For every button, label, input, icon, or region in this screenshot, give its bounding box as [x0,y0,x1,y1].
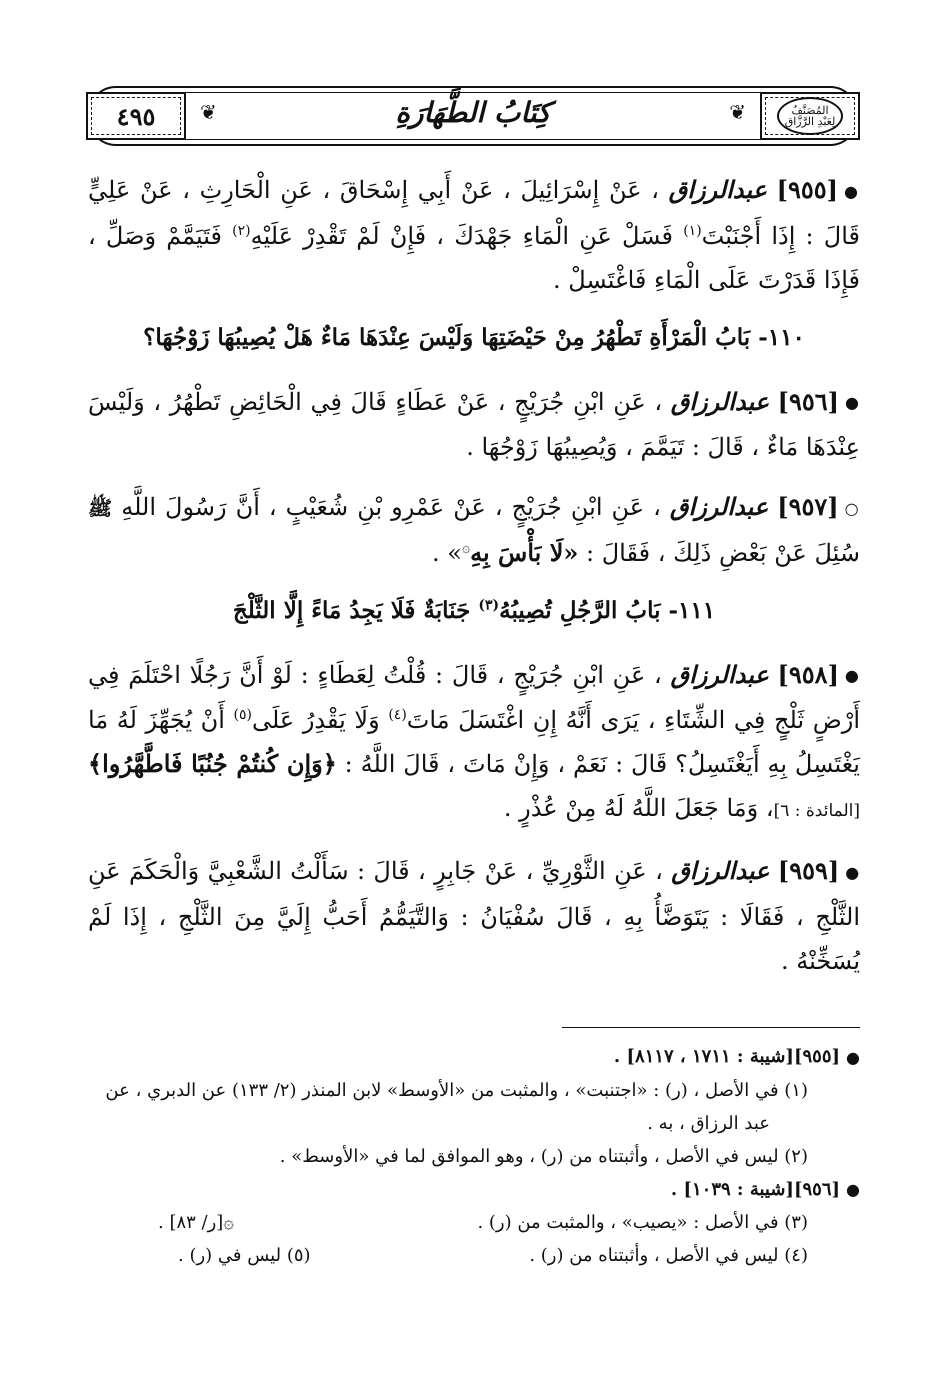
footnote-marker: (٥) [233,707,252,723]
footnote-marker: (٤) [388,707,407,723]
footnote-marker: (٣) [478,596,500,613]
hadith-text: ، عَنِ ابْنِ جُرَيْجٍ ، عَنْ عَمْرِو بْنِ شُعَيْبٍ ، أَنَّ رَسُولَ اللَّهِ [121,493,661,521]
bullet-icon: ● [846,1047,860,1067]
footnote-4: (٤) ليس في الأصل ، وأثبتناه من (ر) . [529,1245,808,1266]
ornament-icon: ❦ [729,100,746,124]
bullet-icon: ● [845,393,860,412]
hadith-text: » . [431,538,462,567]
page-header [88,86,858,146]
hadith-text: فَتَيَمَّمْ وَصَلِّ ، فَإِذَا قَدَرْتَ عَلَى الْمَاءِ فَاغْتَسِلْ . [88,221,860,294]
hadith-955 [88,168,860,302]
footnote-2: (٢) ليس في الأصل ، وأثبتناه من (ر) ، وهو الموافق لما في «الأوسط» . [279,1145,808,1167]
source-text: [شيبة : ١٧١١ ، ٨١١٧] . [613,1046,794,1067]
narrator-name: عبدالرزاق [669,492,769,521]
hadith-number: [٩٥٥] [776,175,838,204]
hadith-text: أَنْ يُجَهِّزَ لَهُ مَا يَغْتَسِلُ بِهِ أَيَغْتَسِلُ؟ قَالَ : نَعَمْ ، وَإِنْ مَاتَ ، قَالَ اللَّهُ : [88,706,860,778]
hadith-958 [88,653,860,834]
chapter-text: ١١١- بَابُ الرَّجُلِ تُصِيبُهُ [499,596,716,624]
source-text: [شيبة : ١٠٣٩] . [670,1178,794,1200]
seal-line-1: المُصَنَّفُ [791,104,829,117]
footnote-1: (١) في الأصل ، (ر) : «اجتنبت» ، والمثبت من «الأوسط» لابن المنذر (٢/ ١٣٣) عن الدبري ، عن [105,1079,808,1101]
hadith-text: ، عَنْ إِسْرَائِيلَ ، عَنْ أَبِي إِسْحَاقَ ، عَنِ الْحَارِثِ ، عَنْ عَلِيٍّ قَالَ : إِذَا أَجْنَبْتَ [88,176,860,250]
hadith-956 [88,380,860,470]
footnote-3: (٣) في الأصل : «يصيب» ، والمثبت من (ر) . [477,1212,808,1233]
narrator-name: عبدالرزاق [670,386,770,416]
hollow-bullet-icon: ○ [844,498,860,518]
ornament-icon: ❦ [200,100,217,124]
hadith-text: ، عَنِ الثَّوْرِيِّ ، عَنْ جَابِرٍ ، قَالَ : سَأَلْتُ الشَّعْبِيَّ وَالْحَكَمَ عَنِ الثَّلْجِ ، فَقَالَا : يَتَوَضَّأُ بِهِ ، قَالَ سُفْيَانُ : وَالتَّيَمُّمُ أَحَبُّ إِلَيَّ مِنَ الثَّلْجِ ، إِذَا لَمْ يُسَخِّنْهُ . [88,857,860,975]
seal-line-2: لِعَبْدِ الرَّزَّاقِ [784,115,836,128]
bullet-icon: ● [846,1180,860,1199]
footnote-5: (٥) ليس في (ر) . [178,1245,311,1266]
footnote-1-continued: عبد الرزاق ، به . [647,1112,770,1134]
reference-marker: ۞ [461,539,471,556]
chapter-text: جَنَابَةٌ فَلَا يَجِدُ مَاءً إِلَّا الثَّلْجَ [232,596,471,624]
hadith-text: وَلَا يَقْدِرُ عَلَى [251,706,380,734]
chapter-heading [88,591,860,631]
source-number: [٩٥٦] [793,1178,841,1200]
narrator-name: عبدالرزاق [671,856,770,885]
hadith-number: [٩٥٦] [777,386,840,416]
bullet-icon: ● [843,181,860,201]
bullet-icon: ● [845,862,860,882]
mark-reference: ۞[ر/ ٨٣] . [158,1212,234,1233]
footnote-marker: (١) [683,222,702,239]
book-title: كِتَابُ الطَّهَارَةِ [395,96,551,129]
salutation-glyph: ﷺ [88,496,113,520]
hadith-number: [٩٥٧] [777,492,839,521]
hadith-text: ، عَنِ ابْنِ جُرَيْجٍ ، عَنْ عَطَاءٍ قَالَ فِي الْحَائِضِ تَطْهُرُ ، وَلَيْسَ عِنْدَهَا مَاءٌ ، قَالَ : تَيَمَّمَ ، وَيُصِيبُهَا زَوْجُهَا . [88,387,860,461]
hadith-text: ، عَنِ ابْنِ جُرَيْجٍ ، قَالَ : قُلْتُ لِعَطَاءٍ : لَوْ أَنَّ رَجُلًا احْتَلَمَ فِي أَرْضٍ ثَلْجٍ فِي الشِّتَاءِ ، يَرَى أَنَّهُ إِنِ اغْتَسَلَ مَاتَ [88,660,860,734]
hadith-number: [٩٥٨] [777,659,839,689]
quran-verse: ﴿وَإِن كُنتُمْ جُنُبًا فَاطَّهَّرُوا﴾ [88,749,337,778]
hadith-text: سُئِلَ عَنْ بَعْضِ ذَلِكَ ، فَقَالَ : [586,538,860,567]
main-text [88,160,860,999]
page-number: ٤٩٥ [116,101,156,131]
footnote-divider [562,1027,860,1028]
verse-reference: [المائدة : ٦] [773,801,860,821]
book-seal [777,97,843,135]
footnote-row [88,1239,860,1272]
footnote-marker: (٢) [232,222,251,239]
source-956 [88,1173,860,1207]
source-number: [٩٥٥] [793,1046,841,1067]
narrator-name: عبدالرزاق [668,175,767,204]
narrator-name: عبدالرزاق [670,659,769,689]
hadith-text: ، وَمَا جَعَلَ اللَّهُ لَهُ مِنْ عُذْرٍ . [503,794,774,822]
bullet-icon: ● [844,666,860,685]
hadith-957 [88,485,860,575]
footnote-row [88,1206,860,1239]
chapter-heading: ١١٠- بَابُ الْمَرْأَةِ تَطْهُرُ مِنْ حَيْضَتِهَا وَلَيْسَ عِنْدَهَا مَاءٌ هَلْ يُصِيبُهَا زَوْجُهَا؟ [143,323,805,351]
hadith-959 [88,849,860,983]
footnotes [88,1040,860,1272]
prophetic-quote: «لَا بَأْسَ بِهِ [470,537,579,567]
source-955 [88,1040,860,1074]
hadith-text: فَسَلْ عَنِ الْمَاءِ جَهْدَكَ ، فَإِنْ لَمْ تَقْدِرْ عَلَيْهِ [250,221,674,250]
hadith-number: [٩٥٩] [777,856,840,885]
